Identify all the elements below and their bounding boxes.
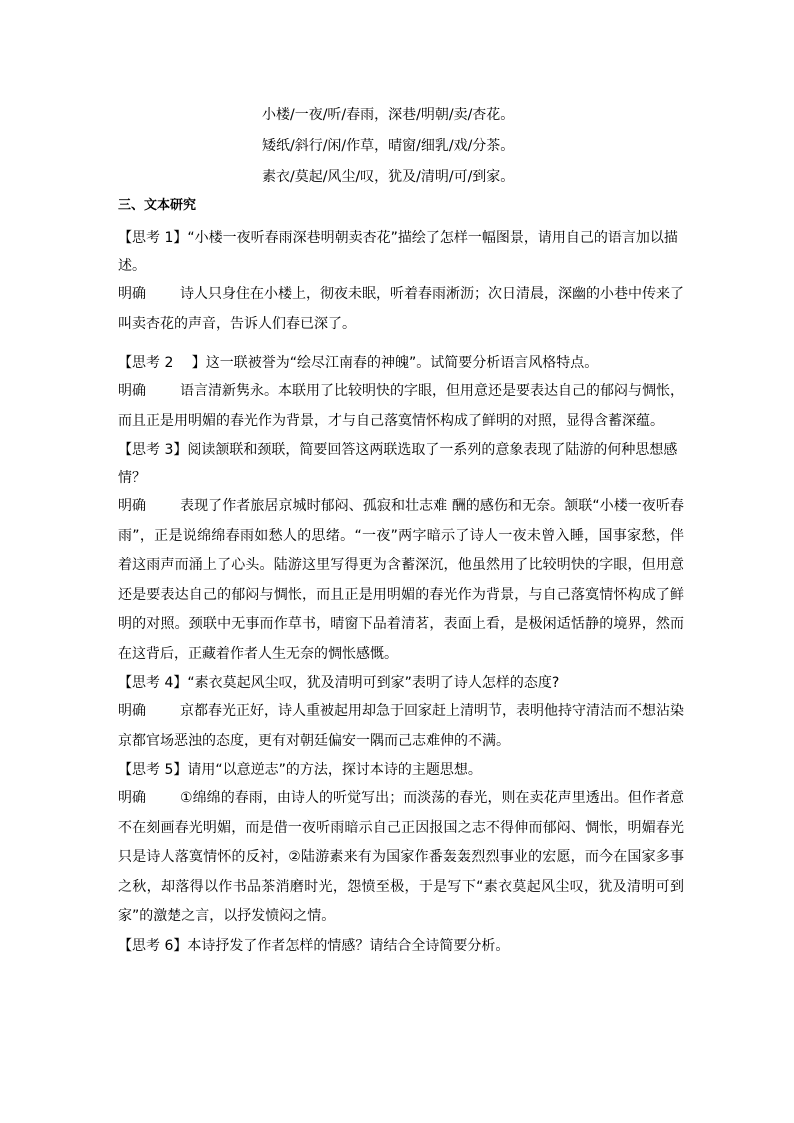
poem-line-1: 小楼/一夜/听/春雨，深巷/明朝/卖/杏花。: [262, 107, 515, 123]
poem-line-3: 素衣/莫起/风尘/叹，犹及/清明/可/到家。: [262, 169, 515, 185]
answer-text: ①绵绵的春雨，由诗人的听觉写出；而淡荡的春光，则在卖花声里透出。但作者意不在刻画春光明媚，而是借一夜听雨暗示自己正因报国之志不得伸而郁闷、惆怅，明媚春光只是诗人落寞情怀的反衬，②陆游素来有为国家作番轰轰烈烈事业的宏愿，而今在国家多事之秋，却落得以作书品茶消磨时光，怨愤至极，于是写下“素衣莫起风尘叹，犹及清明可到家”的激楚之言，以抒发愤闷之情。: [118, 790, 684, 924]
answer-label: 明确: [118, 703, 146, 719]
question-4: 【思考 4】“素衣莫起风尘叹，犹及清明可到家”表明了诗人怎样的态度?: [118, 675, 560, 691]
answer-text: 表现了作者旅居京城时郁闷、孤寂和壮志难 酬的感伤和无奈。颔联“小楼一夜听春雨”，正是说绵绵春雨如愁人的思绪。“一夜”两字暗示了诗人一夜未曾入睡，国事家愁，伴着这雨声而涌上了心头。陆游这里写得更为含蓄深沉，他虽然用了比较明快的字眼，但用意还是要表达自己的郁闷与惆怅，而且正是用明媚的春光作为背景，与自己落寞情怀构成了鲜明的对照。颈联中无事而作草书，晴窗下品着清茗，表面上看，是极闲适恬静的境界，然而在这背后，正藏着作者人生无奈的惆怅感慨。: [118, 498, 684, 662]
question-1: 【思考 1】“小楼一夜听春雨深巷明朝卖杏花”描绘了怎样一幅图景，请用自己的语言加以描述。: [118, 230, 678, 274]
poem-block: [262, 100, 682, 193]
question-6: 【思考 6】本诗抒发了作者怎样的情感？请结合全诗简要分析。: [118, 937, 510, 954]
answer-label: 明确: [118, 383, 146, 399]
answer-text: 京都春光正好，诗人重被起用却急于回家赶上清明节，表明他持守清洁而不想沾染京都官场恶浊的态度，更有对朝廷偏安一隅而己志难伸的不满。: [118, 703, 684, 749]
paragraph-gap: [118, 339, 684, 349]
answer-5: [118, 784, 684, 932]
answer-1: [118, 280, 684, 339]
answer-text: 诗人只身住在小楼上，彻夜未眠，听着春雨淅沥；次日清晨，深幽的小巷中传来了叫卖杏花的声音，告诉人们春已深了。: [118, 286, 684, 332]
answer-3: [118, 492, 684, 669]
question-2: 【思考 2 】这一联被誉为“绘尽江南春的神魄”。试简要分析语言风格特点。: [118, 355, 599, 371]
poem-line-2: 矮纸/斜行/闲/作草，晴窗/细乳/戏/分茶。: [262, 138, 515, 154]
section-heading: 三、文本研究: [118, 198, 197, 213]
question-5: 【思考 5】请用“以意逆志”的方法，探讨本诗的主题思想。: [118, 762, 482, 778]
answer-4: [118, 697, 684, 756]
answer-text: 语言清新隽永。本联用了比较明快的字眼，但用意还是要表达自己的郁闷与惆怅，而且正是用明媚的春光作为背景，才与自己落寞情怀构成了鲜明的对照，显得含蓄深蕴。: [118, 383, 684, 429]
answer-label: 明确: [118, 790, 146, 806]
answer-label: 明确: [118, 498, 146, 514]
text-study-section: [118, 192, 684, 960]
answer-label: 明确: [118, 286, 146, 302]
question-3: 【思考 3】阅读颔联和颈联，简要回答这两联选取了一系列的意象表现了陆游的何种思想感情？: [118, 442, 678, 486]
answer-2: [118, 377, 684, 436]
